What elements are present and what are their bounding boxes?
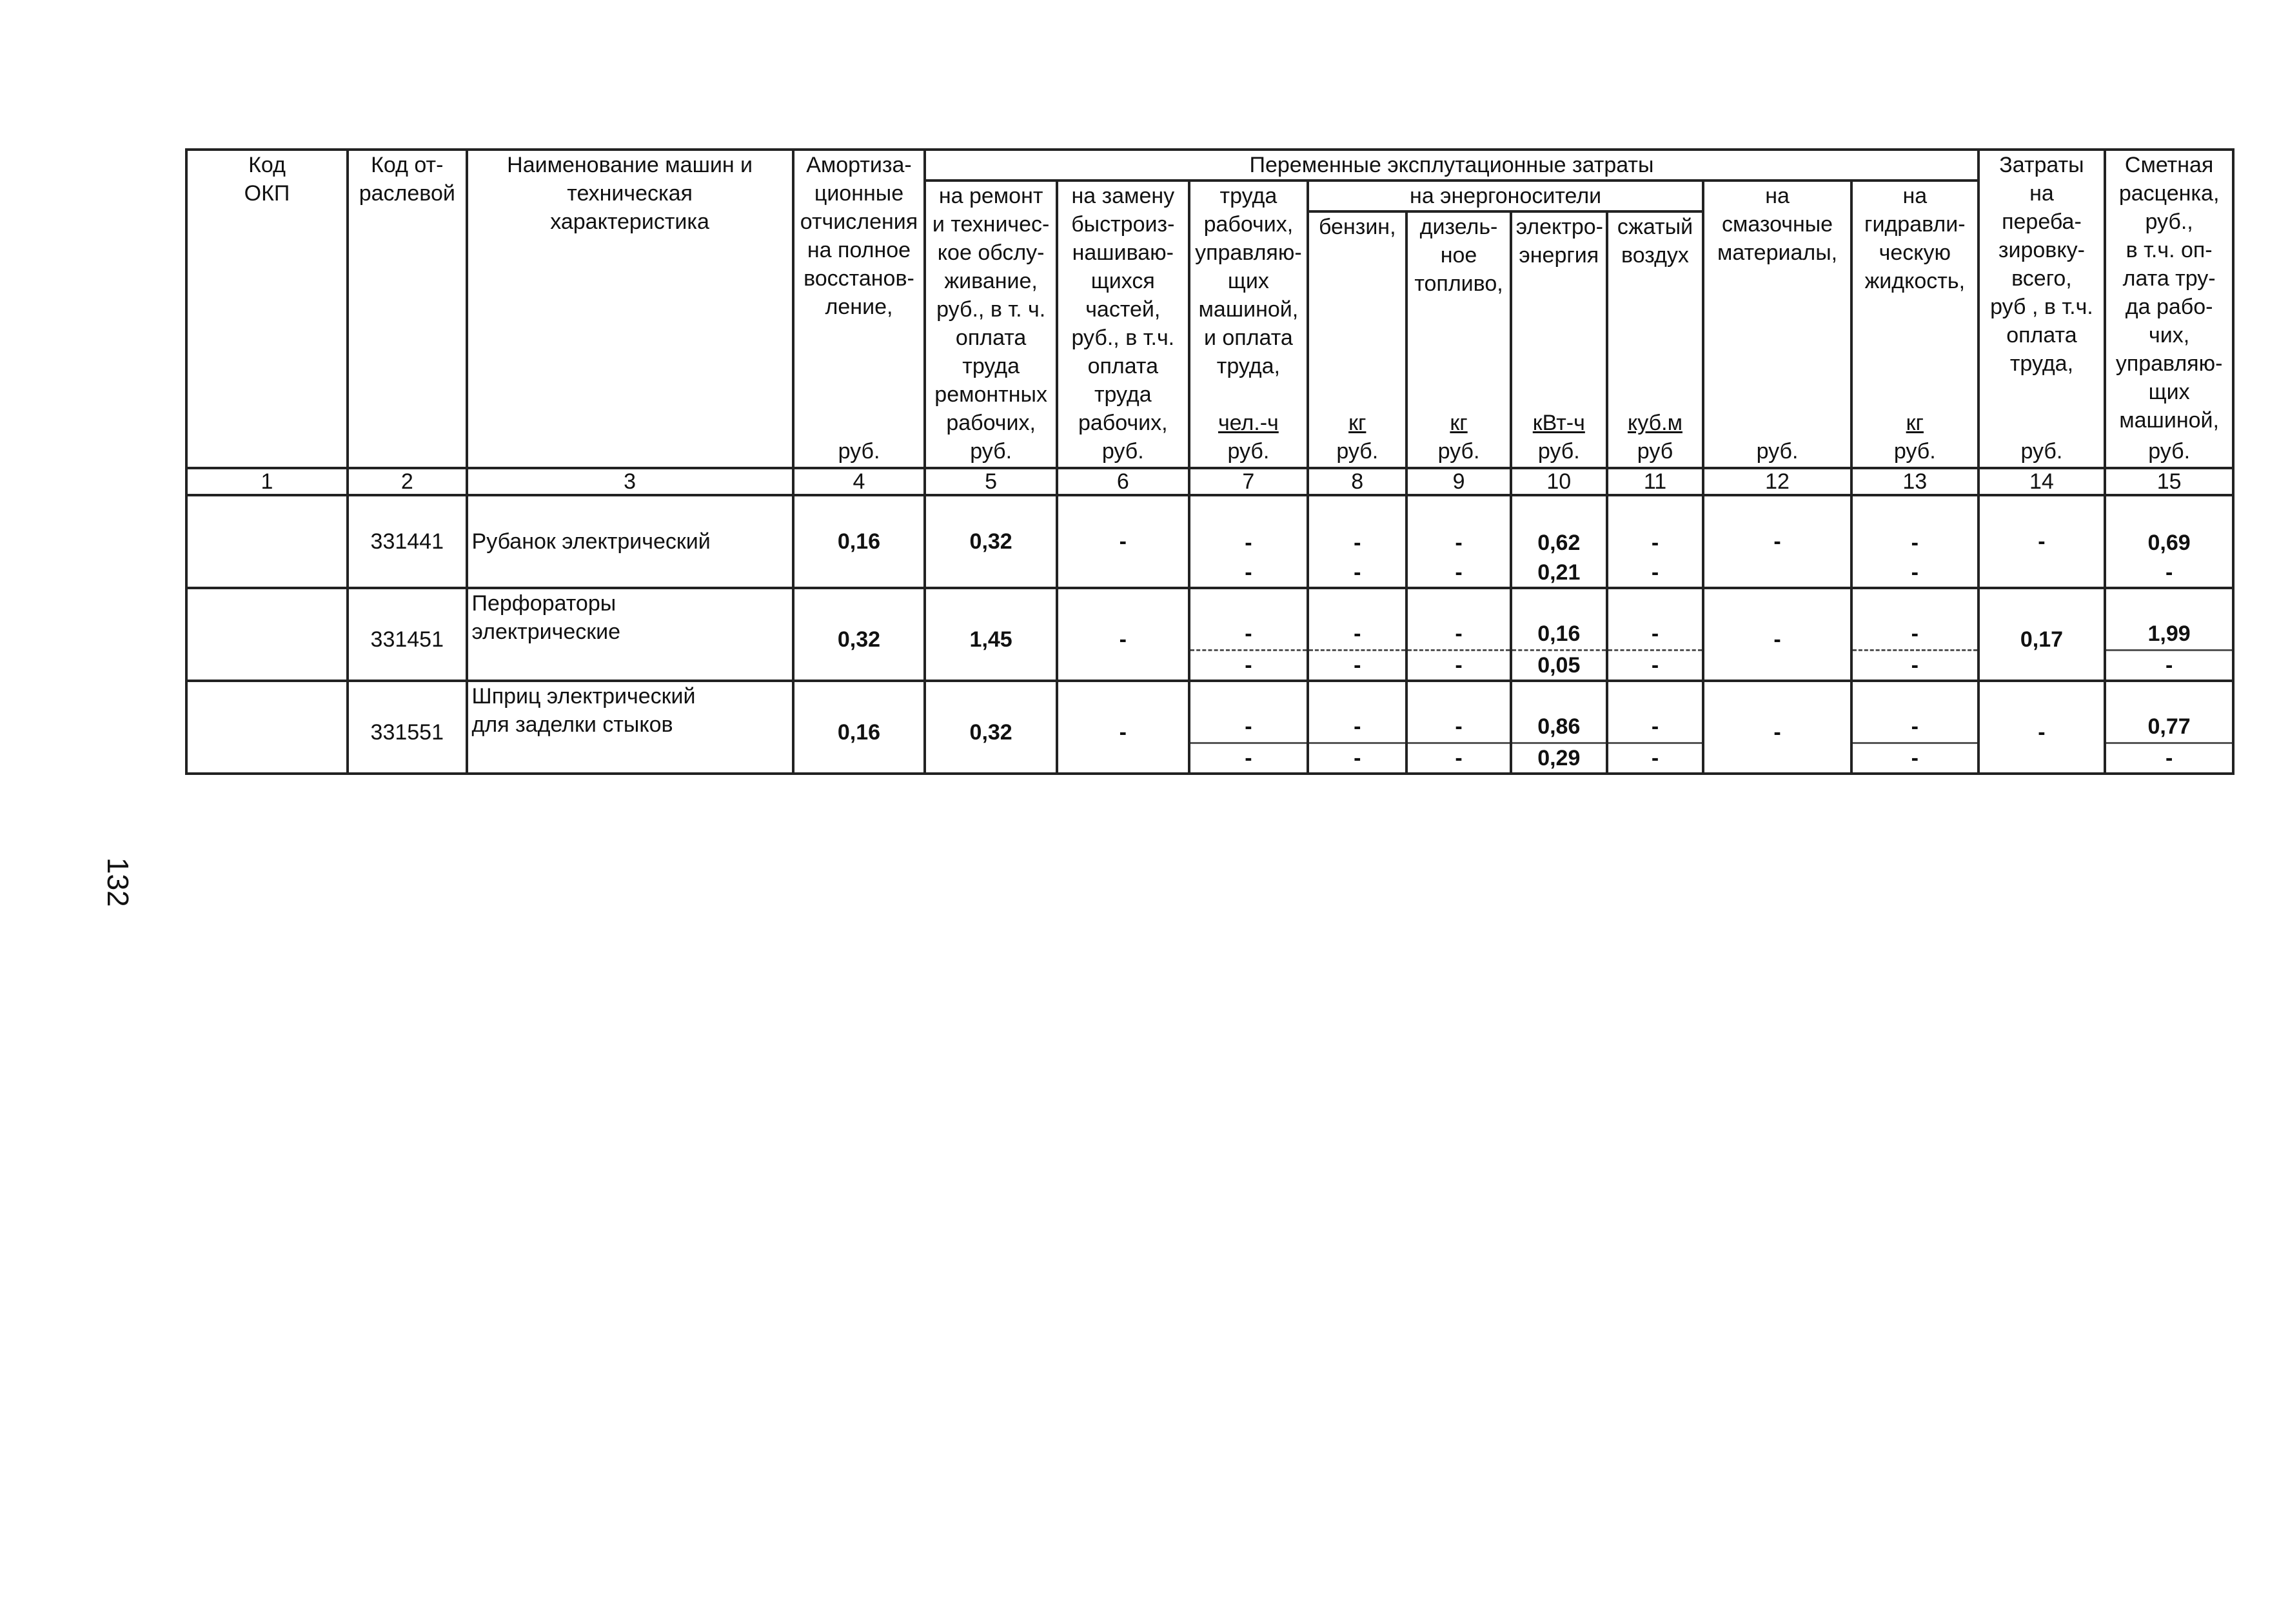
repair-cell: [925, 495, 1057, 588]
electricity-qty: 0,16: [1537, 621, 1581, 646]
operator-labor-cost: -: [1190, 649, 1307, 680]
amortization-cell: [793, 495, 925, 588]
column-number-row: [186, 468, 2233, 495]
amortization-value: 0,16: [837, 529, 881, 554]
estimate-labor: -: [2165, 560, 2173, 585]
operator-labor-hours: -: [1245, 714, 1252, 739]
compressed-air-qty: -: [1651, 621, 1659, 646]
parts-cell: [1057, 588, 1189, 681]
header-lubricants-text: на смазочные материалы,: [1717, 184, 1838, 265]
compressed-air-cost: -: [1608, 649, 1702, 680]
header-gasoline: [1308, 211, 1406, 468]
unit-rub: руб.: [1437, 439, 1480, 464]
hydraulic-cost: -: [1853, 742, 1977, 772]
compressed-air-cost: -: [1651, 560, 1659, 585]
machine-name-cell: [467, 495, 793, 588]
header-parts: [1057, 181, 1189, 468]
header-okp: Код ОКП: [186, 150, 348, 468]
header-electricity-text: электро- энергия: [1515, 215, 1604, 268]
estimate-cell: [2105, 681, 2233, 774]
header-parts-unit: руб.: [1101, 439, 1144, 464]
column-number: 7: [1189, 468, 1308, 495]
header-electricity: [1511, 211, 1607, 468]
gasoline-cell: [1308, 681, 1406, 774]
unit-kg: кг: [1450, 411, 1468, 435]
repair-value: 0,32: [969, 720, 1012, 745]
table-row: [186, 495, 2233, 588]
parts-cell: [1057, 495, 1189, 588]
unit-rub: руб: [1637, 439, 1673, 464]
branch-code-cell: [348, 681, 467, 774]
parts-value: -: [1119, 720, 1127, 745]
gasoline-cell: [1308, 588, 1406, 681]
hydraulic-qty: -: [1911, 531, 1919, 555]
unit-rub: руб.: [1893, 439, 1936, 464]
table-row: [186, 588, 2233, 681]
operator-labor-cost: -: [1245, 560, 1252, 585]
lubricants-cell: [1703, 588, 1851, 681]
unit-cubic-m: куб.м: [1628, 411, 1682, 435]
diesel-cell: [1406, 495, 1510, 588]
gasoline-qty: -: [1354, 714, 1361, 739]
header-amortization-unit: руб.: [838, 439, 880, 464]
unit-rub: руб.: [1227, 439, 1270, 464]
amortization-value: 0,32: [837, 627, 881, 652]
compressed-air-cell: [1607, 588, 1703, 681]
estimate-cell: [2105, 588, 2233, 681]
parts-value: -: [1119, 529, 1127, 554]
column-number: 3: [467, 468, 793, 495]
diesel-cell: [1406, 588, 1510, 681]
operator-labor-hours: -: [1245, 531, 1252, 555]
gasoline-qty: -: [1354, 621, 1361, 646]
electricity-cost: 0,05: [1512, 649, 1606, 680]
hydraulic-cost: -: [1911, 560, 1919, 585]
estimate-labor: -: [2106, 742, 2232, 772]
column-number: 13: [1851, 468, 1978, 495]
machine-name: Рубанок электрический: [471, 529, 711, 554]
amortization-cell: [793, 588, 925, 681]
diesel-cell: [1406, 681, 1510, 774]
unit-kwh: кВт-ч: [1532, 411, 1585, 435]
column-number: 14: [1978, 468, 2106, 495]
estimate-cell: [2105, 495, 2233, 588]
estimate-total: 0,77: [2147, 714, 2191, 739]
branch-code-cell: [348, 588, 467, 681]
diesel-qty: -: [1455, 714, 1463, 739]
header-lubricants: [1703, 181, 1851, 468]
estimate-labor: -: [2106, 649, 2232, 680]
repair-value: 0,32: [969, 529, 1012, 554]
header-operator-labor-text: труда рабочих, управляю- щих машиной, и оплата труда,: [1195, 184, 1302, 378]
diesel-qty: -: [1455, 531, 1463, 555]
header-branch-code: Код от- раслевой: [348, 150, 467, 468]
compressed-air-cost: -: [1608, 742, 1702, 772]
amortization-cell: [793, 681, 925, 774]
gasoline-cell: [1308, 495, 1406, 588]
operator-labor-cost: -: [1190, 742, 1307, 772]
unit-kg: кг: [1348, 411, 1366, 435]
estimate-total: 1,99: [2147, 621, 2191, 646]
header-row-1: [186, 150, 2233, 181]
header-gasoline-unit: [1309, 409, 1405, 465]
electricity-qty: 0,86: [1537, 714, 1581, 739]
lubricants-value: -: [1773, 529, 1781, 554]
header-estimate: [2105, 150, 2233, 468]
electricity-cost: 0,21: [1537, 560, 1581, 585]
header-relocation: [1978, 150, 2106, 468]
header-variable-costs: Переменные эксплутационные затраты: [925, 150, 1978, 181]
header-parts-text: на замену быстроиз- нашиваю- щихся частей, руб., в т.ч. оплата труда рабочих,: [1071, 184, 1175, 435]
machine-name: Шприц электрический для заделки стыков: [467, 681, 793, 774]
relocation-cell: [1978, 681, 2106, 774]
header-diesel-unit: [1408, 409, 1509, 465]
relocation-cell: [1978, 495, 2106, 588]
okp-cell: [186, 588, 348, 681]
header-repair: [925, 181, 1057, 468]
electricity-qty: 0,62: [1537, 531, 1581, 555]
diesel-qty: -: [1455, 621, 1463, 646]
header-energy: на энергоносители: [1308, 181, 1703, 211]
diesel-cost: -: [1455, 560, 1463, 585]
unit-rub: руб.: [1537, 439, 1580, 464]
electricity-cost: 0,29: [1512, 742, 1606, 772]
diesel-cost: -: [1408, 742, 1509, 772]
branch-code: 331441: [370, 529, 444, 554]
header-compressed-air-unit: [1608, 409, 1702, 465]
column-number: 9: [1406, 468, 1510, 495]
column-number: 6: [1057, 468, 1189, 495]
hydraulic-cell: [1851, 495, 1978, 588]
header-machine-name: Наименование машин и техническая характеристика: [467, 150, 793, 468]
compressed-air-qty: -: [1651, 714, 1659, 739]
gasoline-cost: -: [1354, 560, 1361, 585]
repair-cell: [925, 681, 1057, 774]
header-diesel-text: дизель- ное топливо,: [1414, 215, 1503, 296]
unit-kg: кг: [1906, 411, 1924, 435]
machine-cost-table: [185, 148, 2235, 775]
header-relocation-unit: руб.: [2020, 439, 2063, 464]
header-compressed-air: [1607, 211, 1703, 468]
relocation-value: -: [2038, 720, 2046, 745]
electricity-cell: [1511, 495, 1607, 588]
hydraulic-cell: [1851, 588, 1978, 681]
branch-code: 331451: [370, 627, 444, 652]
header-estimate-text: Сметная расценка, руб., в т.ч. оп- лата тру- да рабо- чих, управляю- щих машиной,: [2115, 153, 2223, 433]
column-number: 8: [1308, 468, 1406, 495]
table-row: [186, 681, 2233, 774]
operator-labor-cell: [1189, 495, 1308, 588]
electricity-cell: [1511, 588, 1607, 681]
machine-name: Перфораторы электрические: [467, 588, 793, 681]
column-number: 12: [1703, 468, 1851, 495]
header-hydraulic-text: на гидравли- ческую жидкость,: [1864, 184, 1966, 293]
header-repair-unit: руб.: [970, 439, 1012, 464]
hydraulic-qty: -: [1911, 621, 1919, 646]
relocation-value: -: [2038, 529, 2046, 554]
gasoline-cost: -: [1309, 649, 1405, 680]
compressed-air-qty: -: [1651, 531, 1659, 555]
hydraulic-cost: -: [1853, 649, 1977, 680]
column-number: 15: [2105, 468, 2233, 495]
header-amortization: [793, 150, 925, 468]
electricity-cell: [1511, 681, 1607, 774]
header-compressed-air-text: сжатый воздух: [1617, 215, 1693, 268]
header-hydraulic: [1851, 181, 1978, 468]
header-operator-labor-unit: [1190, 409, 1307, 465]
relocation-value: 0,17: [2020, 627, 2064, 652]
lubricants-value: -: [1773, 627, 1781, 652]
column-number: 11: [1607, 468, 1703, 495]
header-amortization-text: Амортиза- ционные отчисления на полное восстанов- ление,: [800, 153, 918, 319]
diesel-cost: -: [1408, 649, 1509, 680]
header-hydraulic-unit: [1853, 409, 1977, 465]
header-operator-labor: [1189, 181, 1308, 468]
column-number: 4: [793, 468, 925, 495]
repair-value: 1,45: [969, 627, 1012, 652]
okp-cell: [186, 681, 348, 774]
compressed-air-cell: [1607, 495, 1703, 588]
operator-labor-hours: -: [1245, 621, 1252, 646]
amortization-value: 0,16: [837, 720, 881, 745]
hydraulic-cell: [1851, 681, 1978, 774]
column-number: 2: [348, 468, 467, 495]
unit-man-hours: чел.-ч: [1218, 411, 1279, 435]
relocation-cell: [1978, 588, 2106, 681]
parts-value: -: [1119, 627, 1127, 652]
header-lubricants-unit: руб.: [1756, 439, 1799, 464]
gasoline-qty: -: [1354, 531, 1361, 555]
branch-code-cell: [348, 495, 467, 588]
page-number: 132: [101, 857, 135, 907]
operator-labor-cell: [1189, 588, 1308, 681]
column-number: 5: [925, 468, 1057, 495]
estimate-total: 0,69: [2147, 531, 2191, 555]
compressed-air-cell: [1607, 681, 1703, 774]
lubricants-value: -: [1773, 720, 1781, 745]
header-estimate-unit: руб.: [2148, 439, 2191, 464]
branch-code: 331551: [370, 720, 444, 745]
lubricants-cell: [1703, 681, 1851, 774]
operator-labor-cell: [1189, 681, 1308, 774]
column-number: 10: [1511, 468, 1607, 495]
header-diesel: [1406, 211, 1510, 468]
column-number: 1: [186, 468, 348, 495]
header-electricity-unit: [1512, 409, 1606, 465]
repair-cell: [925, 588, 1057, 681]
unit-rub: руб.: [1336, 439, 1379, 464]
parts-cell: [1057, 681, 1189, 774]
header-gasoline-text: бензин,: [1318, 215, 1396, 239]
header-relocation-text: Затраты на переба- зировку- всего, руб , в т.ч. оплата труда,: [1990, 153, 2093, 376]
lubricants-cell: [1703, 495, 1851, 588]
hydraulic-qty: -: [1911, 714, 1919, 739]
okp-cell: [186, 495, 348, 588]
gasoline-cost: -: [1309, 742, 1405, 772]
header-repair-text: на ремонт и техничес- кое обслу- живание, руб., в т. ч. оплата труда ремонтных рабочих,: [932, 184, 1050, 435]
